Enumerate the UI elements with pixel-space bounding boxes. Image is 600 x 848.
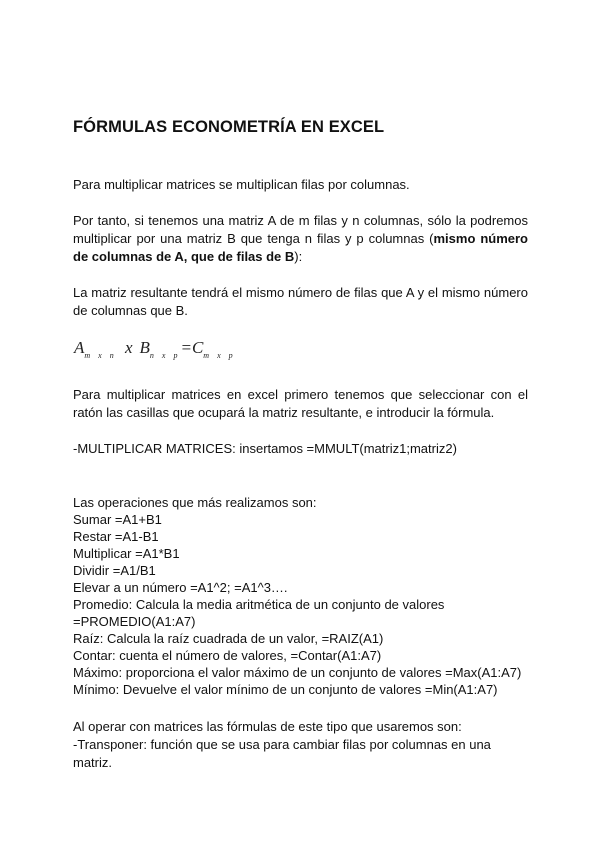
dimension-rule-end: ): <box>294 249 303 264</box>
result-matrix-paragraph: La matriz resultante tendrá el mismo número de filas que A y el mismo número de columnas que B. <box>73 285 528 318</box>
list-item: Mínimo: Devuelve el valor mínimo de un conjunto de valores =Min(A1:A7) <box>73 682 498 697</box>
matrix-product-formula <box>74 338 236 358</box>
list-item: Sumar =A1+B1 <box>73 512 162 527</box>
dimension-rule-text: Por tanto, si tenemos una matriz A de m filas y n columnas, sólo la podremos multiplicar por una matriz B que tenga n filas y p columnas ( <box>73 213 528 246</box>
formula-c-sub: m x p <box>203 351 236 360</box>
dimension-rule-paragraph <box>73 212 528 266</box>
list-item: Raíz: Calcula la raíz cuadrada de un valor, =RAIZ(A1) <box>73 631 384 646</box>
list-item: Restar =A1-B1 <box>73 529 159 544</box>
list-item: Contar: cuenta el número de valores, =Contar(A1:A7) <box>73 648 382 663</box>
matrix-formulas-intro: Al operar con matrices las fórmulas de este tipo que usaremos son: <box>73 719 462 734</box>
formula-c: C <box>191 338 204 357</box>
dimension-rule-bold: mismo número de columnas de A, que de filas de B <box>73 231 528 264</box>
excel-selection-paragraph: Para multiplicar matrices en excel primero tenemos que seleccionar con el ratón las casillas que ocupará la matriz resultante, e introducir la fórmula. <box>73 387 528 420</box>
list-item: Multiplicar =A1*B1 <box>73 546 180 561</box>
list-item: Máximo: proporciona el valor máximo de un conjunto de valores =Max(A1:A7) <box>73 665 522 680</box>
list-item: Dividir =A1/B1 <box>73 563 156 578</box>
page-title: FÓRMULAS ECONOMETRÍA EN EXCEL <box>73 118 385 136</box>
formula-equals: = <box>180 338 192 357</box>
intro-paragraph: Para multiplicar matrices se multiplican filas por columnas. <box>73 177 410 192</box>
list-item: Promedio: Calcula la media aritmética de un conjunto de valores <box>73 597 445 612</box>
formula-b: B <box>139 338 150 357</box>
list-item: =PROMEDIO(A1:A7) <box>73 614 196 629</box>
formula-times: x <box>124 338 133 357</box>
formula-b-sub: n x p <box>149 351 181 360</box>
transpose-paragraph: -Transponer: función que se usa para cambiar filas por columnas en una matriz. <box>73 737 491 770</box>
list-item: Elevar a un número =A1^2; =A1^3…. <box>73 580 288 595</box>
operations-heading: Las operaciones que más realizamos son: <box>73 495 317 510</box>
formula-a-sub: m x n <box>84 351 117 360</box>
operations-list <box>73 494 521 698</box>
formula-a: A <box>74 338 85 357</box>
mmult-paragraph: -MULTIPLICAR MATRICES: insertamos =MMULT(matriz1;matriz2) <box>73 441 457 456</box>
